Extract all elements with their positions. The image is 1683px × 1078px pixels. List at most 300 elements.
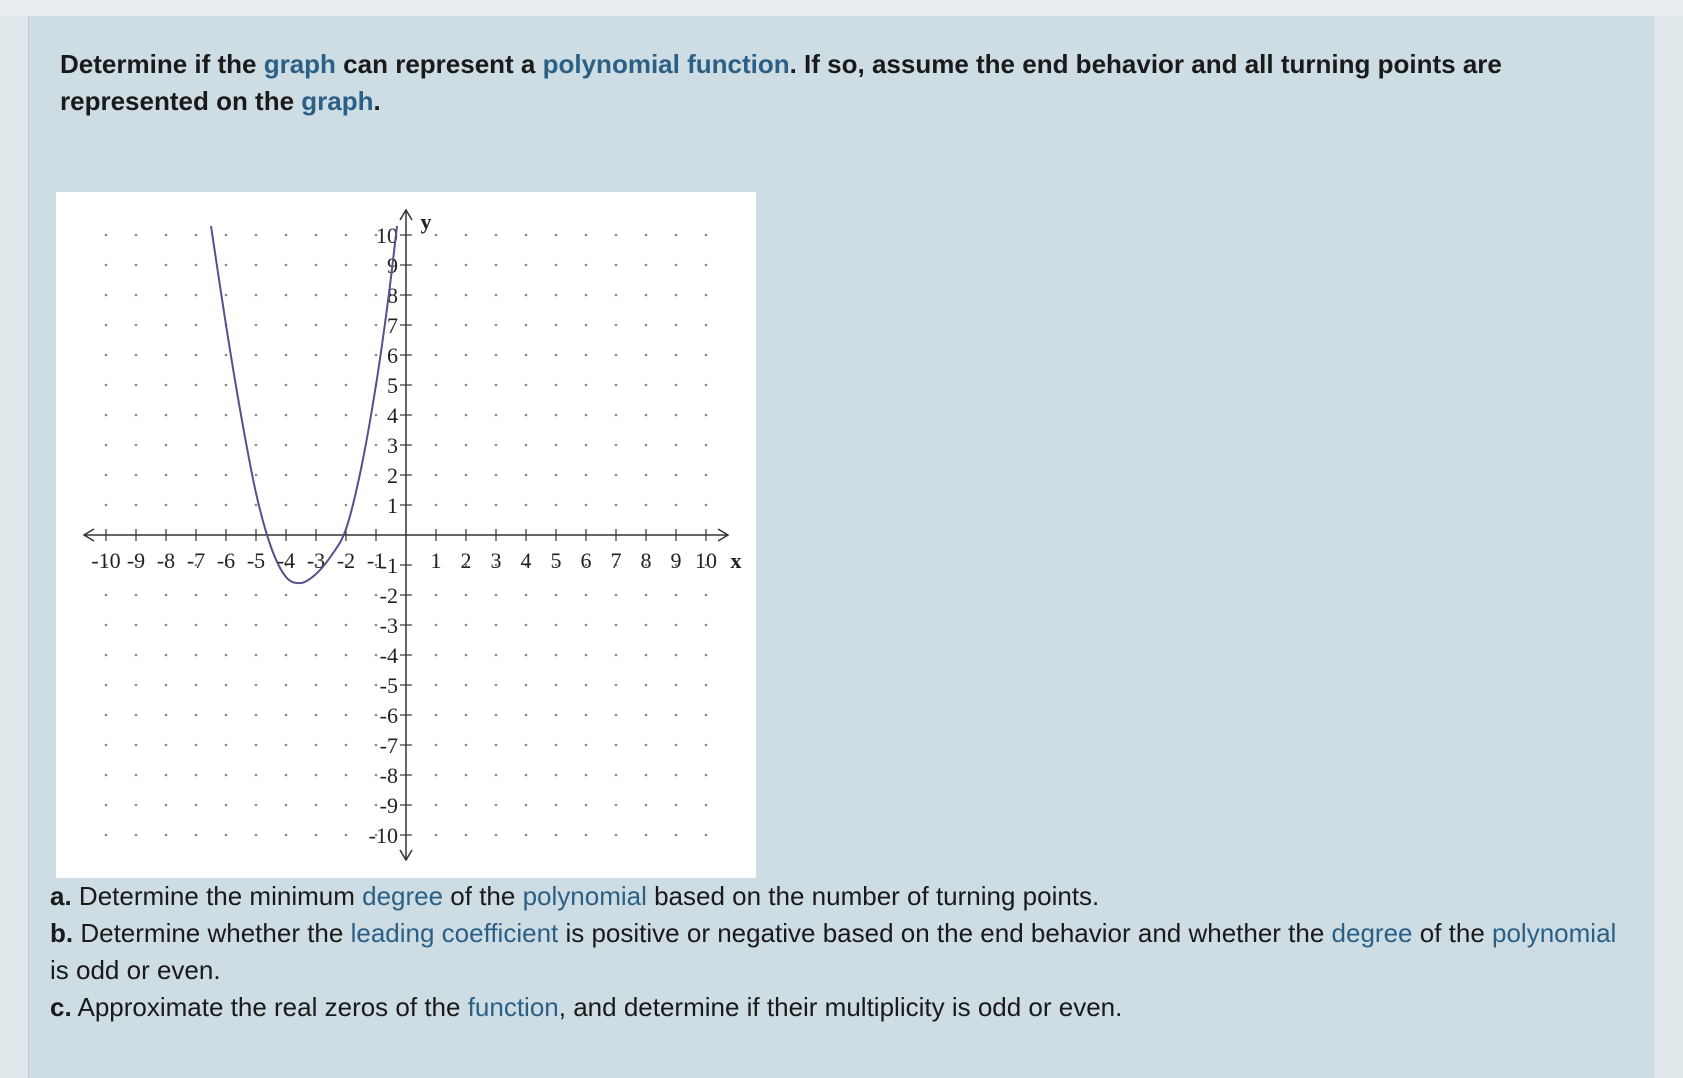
grid-dot: [525, 294, 528, 297]
grid-dot: [705, 294, 708, 297]
grid-dot: [195, 774, 198, 777]
grid-dot: [705, 504, 708, 507]
x-tick-label: 10: [695, 548, 717, 573]
grid-dot: [135, 684, 138, 687]
grid-dot: [285, 444, 288, 447]
grid-dot: [225, 834, 228, 837]
part-b: b. Determine whether the leading coefficient is positive or negative based on the end behavior and whether the degree of the polynomial is odd or even.: [50, 918, 1617, 985]
grid-dot: [285, 714, 288, 717]
grid-dot: [105, 834, 108, 837]
grid-dot: [555, 294, 558, 297]
grid-dot: [135, 804, 138, 807]
grid-dot: [645, 834, 648, 837]
grid-dot: [465, 264, 468, 267]
grid-dot: [255, 474, 258, 477]
grid-dot: [435, 234, 438, 237]
grid-dot: [465, 414, 468, 417]
grid-dot: [465, 234, 468, 237]
y-tick-label: -3: [379, 613, 398, 638]
grid-dot: [345, 744, 348, 747]
grid-dot: [315, 624, 318, 627]
grid-dot: [435, 444, 438, 447]
x-axis-label: x: [730, 548, 742, 573]
grid-dot: [315, 384, 318, 387]
y-tick-label: -10: [368, 823, 398, 848]
grid-dot: [285, 414, 288, 417]
grid-dot: [255, 714, 258, 717]
grid-dot: [495, 444, 498, 447]
grid-dot: [645, 774, 648, 777]
grid-dot: [615, 354, 618, 357]
grid-dot: [315, 294, 318, 297]
grid-dot: [645, 504, 648, 507]
grid-dot: [165, 684, 168, 687]
grid-dot: [345, 294, 348, 297]
grid-dot: [225, 744, 228, 747]
grid-dot: [285, 474, 288, 477]
grid-dot: [555, 444, 558, 447]
grid-dot: [105, 654, 108, 657]
grid-dot: [615, 684, 618, 687]
grid-dot: [375, 504, 378, 507]
grid-dot: [525, 744, 528, 747]
grid-dot: [135, 654, 138, 657]
grid-dot: [195, 294, 198, 297]
grid-dot: [135, 354, 138, 357]
grid-dot: [255, 684, 258, 687]
grid-dot: [705, 384, 708, 387]
grid-dot: [375, 324, 378, 327]
glossary-link-function[interactable]: function: [467, 992, 559, 1022]
grid-dot: [645, 684, 648, 687]
grid-dot: [315, 834, 318, 837]
grid-dot: [105, 594, 108, 597]
grid-dot: [525, 804, 528, 807]
grid-dot: [195, 744, 198, 747]
grid-dot: [195, 264, 198, 267]
x-tick-label: 2: [460, 548, 472, 573]
grid-dot: [195, 414, 198, 417]
grid-dot: [315, 744, 318, 747]
grid-dot: [135, 744, 138, 747]
grid-dot: [135, 384, 138, 387]
grid-dot: [675, 684, 678, 687]
grid-dot: [705, 774, 708, 777]
grid-dot: [105, 384, 108, 387]
y-axis-label: y: [420, 209, 432, 234]
grid-dot: [705, 414, 708, 417]
grid-dot: [555, 684, 558, 687]
glossary-link-polynomial[interactable]: polynomial: [522, 881, 647, 911]
y-tick-label: 8: [387, 283, 398, 308]
x-tick-label: -6: [216, 548, 236, 573]
grid-dot: [345, 324, 348, 327]
grid-dot: [645, 414, 648, 417]
grid-dot: [525, 234, 528, 237]
question-parts: [50, 878, 1620, 1026]
grid-dot: [315, 684, 318, 687]
grid-dot: [165, 744, 168, 747]
grid-dot: [225, 504, 228, 507]
grid-dot: [525, 594, 528, 597]
top-bar: [0, 0, 1683, 16]
grid-dot: [285, 834, 288, 837]
glossary-link-polynomial-2[interactable]: polynomial: [1492, 918, 1617, 948]
grid-dot: [495, 624, 498, 627]
grid-dot: [675, 774, 678, 777]
grid-dot: [495, 294, 498, 297]
grid-dot: [135, 624, 138, 627]
grid-dot: [315, 714, 318, 717]
grid-dot: [285, 324, 288, 327]
grid-dot: [495, 504, 498, 507]
y-tick-label: -5: [379, 673, 398, 698]
grid-dot: [675, 714, 678, 717]
grid-dot: [285, 234, 288, 237]
grid-dot: [525, 384, 528, 387]
glossary-link-degree[interactable]: degree: [362, 881, 444, 911]
grid-dot: [195, 594, 198, 597]
polynomial-graph: [56, 192, 756, 878]
y-tick-label: 9: [387, 253, 398, 278]
grid-dot: [615, 234, 618, 237]
grid-dot: [705, 444, 708, 447]
grid-dot: [555, 384, 558, 387]
grid-dot: [585, 834, 588, 837]
grid-dot: [585, 414, 588, 417]
grid-dot: [255, 624, 258, 627]
grid-dot: [525, 504, 528, 507]
y-tick-label: 1: [387, 493, 398, 518]
grid-dot: [105, 444, 108, 447]
grid-dot: [585, 234, 588, 237]
grid-dot: [255, 444, 258, 447]
grid-dot: [375, 744, 378, 747]
grid-dot: [225, 624, 228, 627]
grid-dot: [225, 774, 228, 777]
y-tick-label: -8: [379, 763, 398, 788]
grid-dot: [495, 804, 498, 807]
grid-dot: [255, 294, 258, 297]
grid-dot: [225, 294, 228, 297]
grid-dot: [555, 474, 558, 477]
grid-dot: [195, 714, 198, 717]
grid-dot: [105, 234, 108, 237]
grid-dot: [435, 354, 438, 357]
grid-dot: [195, 654, 198, 657]
grid-dot: [165, 474, 168, 477]
glossary-link-polynomial-function[interactable]: polynomial function: [542, 49, 790, 79]
grid-dot: [285, 354, 288, 357]
glossary-link-leading-coefficient[interactable]: leading coefficient: [350, 918, 559, 948]
grid-dot: [195, 624, 198, 627]
y-tick-label: 5: [387, 373, 398, 398]
grid-dot: [375, 774, 378, 777]
grid-dot: [435, 714, 438, 717]
grid-dot: [135, 834, 138, 837]
grid-dot: [165, 414, 168, 417]
grid-dot: [315, 264, 318, 267]
grid-dot: [105, 294, 108, 297]
part-a: a. Determine the minimum degree of the polynomial based on the number of turning points.: [50, 881, 1100, 911]
grid-dot: [585, 264, 588, 267]
grid-dot: [435, 324, 438, 327]
grid-dot: [675, 294, 678, 297]
grid-dot: [255, 774, 258, 777]
grid-dot: [345, 654, 348, 657]
grid-dot: [705, 594, 708, 597]
grid-dot: [165, 294, 168, 297]
grid-dot: [705, 684, 708, 687]
grid-dot: [285, 594, 288, 597]
grid-dot: [135, 774, 138, 777]
grid-dot: [495, 684, 498, 687]
grid-dot: [495, 354, 498, 357]
grid-dot: [525, 444, 528, 447]
grid-dot: [435, 804, 438, 807]
grid-dot: [705, 804, 708, 807]
grid-dot: [345, 714, 348, 717]
y-tick-label: 3: [387, 433, 398, 458]
grid-dot: [465, 324, 468, 327]
grid-dot: [345, 384, 348, 387]
grid-dot: [495, 234, 498, 237]
grid-dot: [435, 594, 438, 597]
grid-dot: [495, 594, 498, 597]
grid-dot: [645, 804, 648, 807]
grid-dot: [285, 294, 288, 297]
grid-dot: [465, 774, 468, 777]
grid-dot: [585, 294, 588, 297]
grid-dot: [345, 354, 348, 357]
grid-dot: [585, 624, 588, 627]
grid-dot: [315, 234, 318, 237]
grid-dot: [195, 234, 198, 237]
grid-dot: [435, 624, 438, 627]
y-tick-label: -2: [379, 583, 398, 608]
grid-dot: [615, 324, 618, 327]
grid-dot: [135, 474, 138, 477]
grid-dot: [315, 324, 318, 327]
grid-dot: [675, 264, 678, 267]
grid-dot: [645, 234, 648, 237]
grid-dot: [675, 234, 678, 237]
y-tick-label: 7: [387, 313, 398, 338]
grid-dot: [285, 684, 288, 687]
grid-dot: [105, 714, 108, 717]
y-tick-label: 6: [387, 343, 398, 368]
chart-svg: [56, 192, 756, 878]
grid-dot: [675, 504, 678, 507]
grid-dot: [675, 624, 678, 627]
grid-dot: [465, 654, 468, 657]
grid-dot: [705, 654, 708, 657]
grid-dot: [285, 384, 288, 387]
x-tick-label: -7: [186, 548, 206, 573]
grid-dot: [435, 744, 438, 747]
grid-dot: [615, 624, 618, 627]
grid-dot: [495, 384, 498, 387]
grid-dot: [555, 414, 558, 417]
grid-dot: [255, 384, 258, 387]
grid-dot: [165, 354, 168, 357]
grid-dot: [345, 624, 348, 627]
grid-dot: [615, 774, 618, 777]
grid-dot: [375, 654, 378, 657]
grid-dot: [105, 354, 108, 357]
grid-dot: [645, 594, 648, 597]
grid-dot: [645, 654, 648, 657]
grid-dot: [165, 714, 168, 717]
grid-dot: [255, 744, 258, 747]
grid-dot: [135, 414, 138, 417]
grid-dot: [495, 414, 498, 417]
part-c: c. Approximate the real zeros of the function, and determine if their multiplicity is odd or even.: [50, 992, 1123, 1022]
grid-dot: [315, 594, 318, 597]
grid-dot: [255, 234, 258, 237]
grid-dot: [495, 774, 498, 777]
grid-dot: [465, 594, 468, 597]
grid-dot: [225, 444, 228, 447]
grid-dot: [645, 264, 648, 267]
grid-dot: [555, 324, 558, 327]
grid-dot: [195, 444, 198, 447]
grid-dot: [525, 684, 528, 687]
grid-dot: [645, 624, 648, 627]
grid-dot: [615, 654, 618, 657]
y-tick-label: 2: [387, 463, 398, 488]
grid-dot: [465, 444, 468, 447]
grid-dot: [615, 504, 618, 507]
grid-dot: [255, 654, 258, 657]
glossary-link-degree-2[interactable]: degree: [1331, 918, 1413, 948]
grid-dot: [255, 594, 258, 597]
grid-dot: [555, 804, 558, 807]
grid-dot: [615, 744, 618, 747]
grid-dot: [165, 654, 168, 657]
grid-dot: [465, 804, 468, 807]
x-tick-label: 9: [670, 548, 682, 573]
grid-dot: [645, 354, 648, 357]
grid-dot: [495, 834, 498, 837]
grid-dot: [105, 624, 108, 627]
grid-dot: [435, 684, 438, 687]
x-tick-label: -4: [276, 548, 296, 573]
grid-dot: [465, 504, 468, 507]
grid-dot: [225, 714, 228, 717]
grid-dot: [255, 264, 258, 267]
grid-dot: [375, 474, 378, 477]
grid-dot: [585, 504, 588, 507]
grid-dot: [645, 384, 648, 387]
grid-dot: [225, 264, 228, 267]
grid-dot: [585, 354, 588, 357]
grid-dot: [315, 504, 318, 507]
grid-dot: [375, 804, 378, 807]
glossary-link-graph-2[interactable]: graph: [301, 86, 374, 116]
grid-dot: [105, 774, 108, 777]
grid-dot: [375, 594, 378, 597]
grid-dot: [315, 804, 318, 807]
grid-dot: [495, 264, 498, 267]
grid-dot: [585, 384, 588, 387]
grid-dot: [195, 324, 198, 327]
grid-dot: [555, 264, 558, 267]
grid-dot: [555, 624, 558, 627]
glossary-link-graph[interactable]: graph: [263, 49, 336, 79]
grid-dot: [165, 624, 168, 627]
grid-dot: [165, 384, 168, 387]
grid-dot: [135, 294, 138, 297]
grid-dot: [195, 684, 198, 687]
grid-dot: [615, 414, 618, 417]
grid-dot: [345, 834, 348, 837]
grid-dot: [615, 444, 618, 447]
grid-dot: [345, 594, 348, 597]
grid-dot: [135, 444, 138, 447]
question-text: Determine if the graph can represent a polynomial function. If so, assume the end behavior and all turning points are represented on the graph.: [60, 49, 1502, 116]
grid-dot: [525, 654, 528, 657]
grid-dot: [705, 624, 708, 627]
grid-dot: [615, 804, 618, 807]
grid-dot: [585, 804, 588, 807]
grid-dot: [165, 504, 168, 507]
grid-dot: [675, 384, 678, 387]
grid-dot: [525, 474, 528, 477]
grid-dot: [585, 744, 588, 747]
grid-dot: [165, 774, 168, 777]
grid-dot: [285, 654, 288, 657]
grid-dot: [375, 354, 378, 357]
grid-dot: [255, 354, 258, 357]
polynomial-curve: [211, 226, 397, 583]
x-tick-label: -8: [156, 548, 176, 573]
grid-dot: [675, 414, 678, 417]
grid-dot: [255, 504, 258, 507]
grid-dot: [135, 714, 138, 717]
grid-dot: [135, 324, 138, 327]
y-tick-label: 10: [376, 223, 398, 248]
grid-dot: [615, 294, 618, 297]
grid-dot: [225, 654, 228, 657]
grid-dot: [105, 264, 108, 267]
grid-dot: [165, 264, 168, 267]
grid-dot: [585, 714, 588, 717]
grid-dot: [315, 774, 318, 777]
grid-dot: [555, 654, 558, 657]
grid-dot: [465, 684, 468, 687]
grid-dot: [375, 264, 378, 267]
grid-dot: [675, 324, 678, 327]
grid-dot: [165, 234, 168, 237]
grid-dot: [225, 234, 228, 237]
grid-dot: [615, 474, 618, 477]
y-tick-label: 4: [387, 403, 398, 428]
grid-dot: [105, 324, 108, 327]
grid-dot: [225, 594, 228, 597]
grid-dot: [165, 834, 168, 837]
grid-dot: [285, 264, 288, 267]
grid-dot: [195, 474, 198, 477]
grid-dot: [525, 264, 528, 267]
grid-dot: [645, 294, 648, 297]
grid-dot: [375, 294, 378, 297]
grid-dot: [345, 234, 348, 237]
grid-dot: [615, 384, 618, 387]
x-tick-label: -3: [306, 548, 326, 573]
grid-dot: [675, 594, 678, 597]
x-tick-label: 8: [640, 548, 652, 573]
